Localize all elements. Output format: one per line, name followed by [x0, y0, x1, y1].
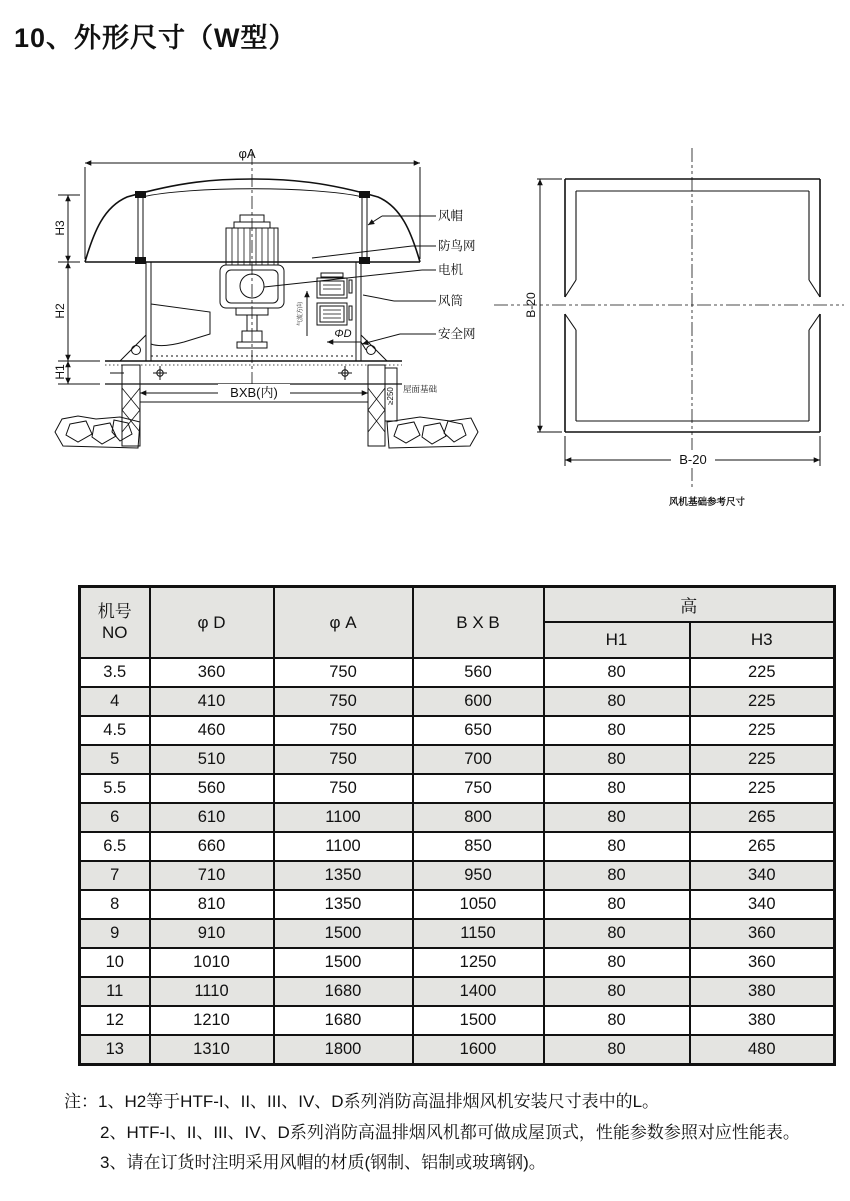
label-bird-net: 防鸟网	[438, 239, 476, 253]
table-row	[80, 890, 835, 919]
h2-dim-label: H2	[53, 303, 67, 319]
dimension-table	[78, 585, 836, 1066]
cell-h1: 80	[544, 832, 690, 861]
cell-phi-a: 1500	[274, 948, 413, 977]
cell-h1: 80	[544, 716, 690, 745]
header-phi-a: φ A	[274, 587, 413, 659]
cell-h1: 80	[544, 890, 690, 919]
cell-no: 11	[80, 977, 150, 1006]
cell-h3: 340	[690, 861, 835, 890]
cell-phi-a: 750	[274, 774, 413, 803]
airflow-direction-label: 气流方向	[298, 301, 304, 327]
cell-h1: 80	[544, 1035, 690, 1065]
cell-phi-a: 750	[274, 658, 413, 687]
h3-dim-label: H3	[53, 220, 67, 236]
cell-h3: 265	[690, 803, 835, 832]
roof-base-label: 屋面基础	[403, 384, 438, 394]
cell-no: 7	[80, 861, 150, 890]
foundation-plan-drawing	[488, 140, 850, 515]
cell-phi-d: 710	[150, 861, 274, 890]
fan-side-view-drawing	[50, 138, 490, 485]
cell-phi-d: 610	[150, 803, 274, 832]
cell-phi-a: 1680	[274, 977, 413, 1006]
cell-h3: 380	[690, 1006, 835, 1035]
bxb-dim-label: BXB(内)	[230, 385, 278, 400]
table-row	[80, 803, 835, 832]
table-row	[80, 745, 835, 774]
cell-bxb: 600	[413, 687, 544, 716]
motor-assembly	[151, 215, 284, 348]
cell-bxb: 650	[413, 716, 544, 745]
cell-bxb: 950	[413, 861, 544, 890]
cell-bxb: 850	[413, 832, 544, 861]
table-row	[80, 919, 835, 948]
cell-h3: 225	[690, 658, 835, 687]
cell-phi-d: 410	[150, 687, 274, 716]
header-machine-no-en: NO	[102, 622, 128, 642]
cell-bxb: 1600	[413, 1035, 544, 1065]
cell-no: 5.5	[80, 774, 150, 803]
page-title: 10、外形尺寸（W型）	[14, 23, 297, 53]
cell-phi-a: 750	[274, 745, 413, 774]
cell-no: 4	[80, 687, 150, 716]
phi-a-dimension	[85, 163, 420, 259]
cell-bxb: 1150	[413, 919, 544, 948]
cell-h3: 225	[690, 687, 835, 716]
phi-a-dim-label: φA	[238, 146, 256, 161]
cell-h3: 380	[690, 977, 835, 1006]
cell-h1: 80	[544, 687, 690, 716]
table-row	[80, 948, 835, 977]
note-line-3: 3、请在订货时注明采用风帽的材质(钢制、铝制或玻璃钢)。	[100, 1153, 546, 1172]
plan-centerlines	[494, 148, 844, 490]
cell-phi-a: 1800	[274, 1035, 413, 1065]
cell-h3: 340	[690, 890, 835, 919]
cell-h1: 80	[544, 1006, 690, 1035]
cell-h1: 80	[544, 919, 690, 948]
cell-no: 10	[80, 948, 150, 977]
header-machine-no-cn: 机号	[97, 602, 132, 622]
note-line-2: 2、HTF-I、II、III、IV、D系列消防高温排烟风机都可做成屋顶式，性能参数参照对应性能表。	[100, 1122, 800, 1142]
header-height: 高	[544, 587, 835, 623]
cell-bxb: 750	[413, 774, 544, 803]
phi-d-dim-label: ΦD	[334, 328, 352, 340]
cell-phi-d: 1210	[150, 1006, 274, 1035]
cell-bxb: 1500	[413, 1006, 544, 1035]
cell-no: 9	[80, 919, 150, 948]
phi-d-leader	[327, 342, 366, 350]
cell-h1: 80	[544, 977, 690, 1006]
cell-no: 3.5	[80, 658, 150, 687]
cell-phi-d: 660	[150, 832, 274, 861]
foundation-frame	[565, 179, 820, 432]
foundation-pillars	[122, 365, 397, 446]
cell-no: 8	[80, 890, 150, 919]
cell-phi-d: 810	[150, 890, 274, 919]
label-motor: 电机	[438, 263, 464, 277]
cell-h1: 80	[544, 861, 690, 890]
cell-phi-d: 360	[150, 658, 274, 687]
cell-h3: 360	[690, 919, 835, 948]
header-h3: H3	[690, 622, 835, 658]
cell-bxb: 1250	[413, 948, 544, 977]
cell-phi-d: 910	[150, 919, 274, 948]
cell-h3: 225	[690, 774, 835, 803]
label-safety-net: 安全网	[438, 327, 476, 341]
table-row	[80, 832, 835, 861]
cell-no: 13	[80, 1035, 150, 1065]
cell-h1: 80	[544, 774, 690, 803]
cell-phi-d: 1010	[150, 948, 274, 977]
header-machine-no	[80, 587, 150, 659]
notes-prefix: 注：	[64, 1092, 98, 1111]
cell-phi-a: 1350	[274, 890, 413, 919]
header-bxb: B X B	[413, 587, 544, 659]
cell-h1: 80	[544, 658, 690, 687]
cell-h3: 265	[690, 832, 835, 861]
cell-bxb: 800	[413, 803, 544, 832]
cell-phi-a: 750	[274, 716, 413, 745]
cell-phi-a: 1100	[274, 803, 413, 832]
h1-dim-label: H1	[53, 364, 67, 380]
cell-phi-a: 1680	[274, 1006, 413, 1035]
cell-h1: 80	[544, 745, 690, 774]
cell-phi-a: 750	[274, 687, 413, 716]
cell-no: 6	[80, 803, 150, 832]
b20-bottom-dim-label: B-20	[679, 452, 707, 467]
header-phi-d: φ D	[150, 587, 274, 659]
notes-block	[64, 1087, 824, 1179]
cell-phi-d: 460	[150, 716, 274, 745]
b20-side-dimension	[537, 179, 562, 432]
table-row	[80, 1035, 835, 1065]
cell-phi-a: 1100	[274, 832, 413, 861]
cell-bxb: 1400	[413, 977, 544, 1006]
min-250-dim-label: ≥250	[386, 387, 395, 405]
cell-bxb: 1050	[413, 890, 544, 919]
cell-no: 5	[80, 745, 150, 774]
cell-h3: 480	[690, 1035, 835, 1065]
table-row	[80, 861, 835, 890]
cell-no: 12	[80, 1006, 150, 1035]
cell-h3: 360	[690, 948, 835, 977]
cell-phi-d: 1110	[150, 977, 274, 1006]
b20-side-dim-label: B-20	[524, 292, 538, 318]
table-row	[80, 977, 835, 1006]
table-row	[80, 687, 835, 716]
cell-h3: 225	[690, 716, 835, 745]
cell-no: 4.5	[80, 716, 150, 745]
label-fan-cap: 风帽	[438, 209, 464, 223]
cell-bxb: 700	[413, 745, 544, 774]
note-line-1	[64, 1087, 824, 1118]
cell-phi-d: 560	[150, 774, 274, 803]
cell-bxb: 560	[413, 658, 544, 687]
table-row	[80, 774, 835, 803]
cell-phi-a: 1350	[274, 861, 413, 890]
cell-no: 6.5	[80, 832, 150, 861]
cell-phi-d: 1310	[150, 1035, 274, 1065]
table-row	[80, 658, 835, 687]
table-row	[80, 716, 835, 745]
cell-h1: 80	[544, 803, 690, 832]
header-h1: H1	[544, 622, 690, 658]
ground-rubble	[55, 416, 478, 448]
cell-phi-a: 1500	[274, 919, 413, 948]
foundation-caption: 风机基础参考尺寸	[668, 497, 746, 508]
label-duct: 风筒	[438, 294, 464, 308]
cell-h3: 225	[690, 745, 835, 774]
table-row	[80, 1006, 835, 1035]
cell-phi-d: 510	[150, 745, 274, 774]
note-1-text: 1、H2等于HTF-I、II、III、IV、D系列消防高温排烟风机安装尺寸表中的L。	[98, 1092, 660, 1111]
cell-h1: 80	[544, 948, 690, 977]
